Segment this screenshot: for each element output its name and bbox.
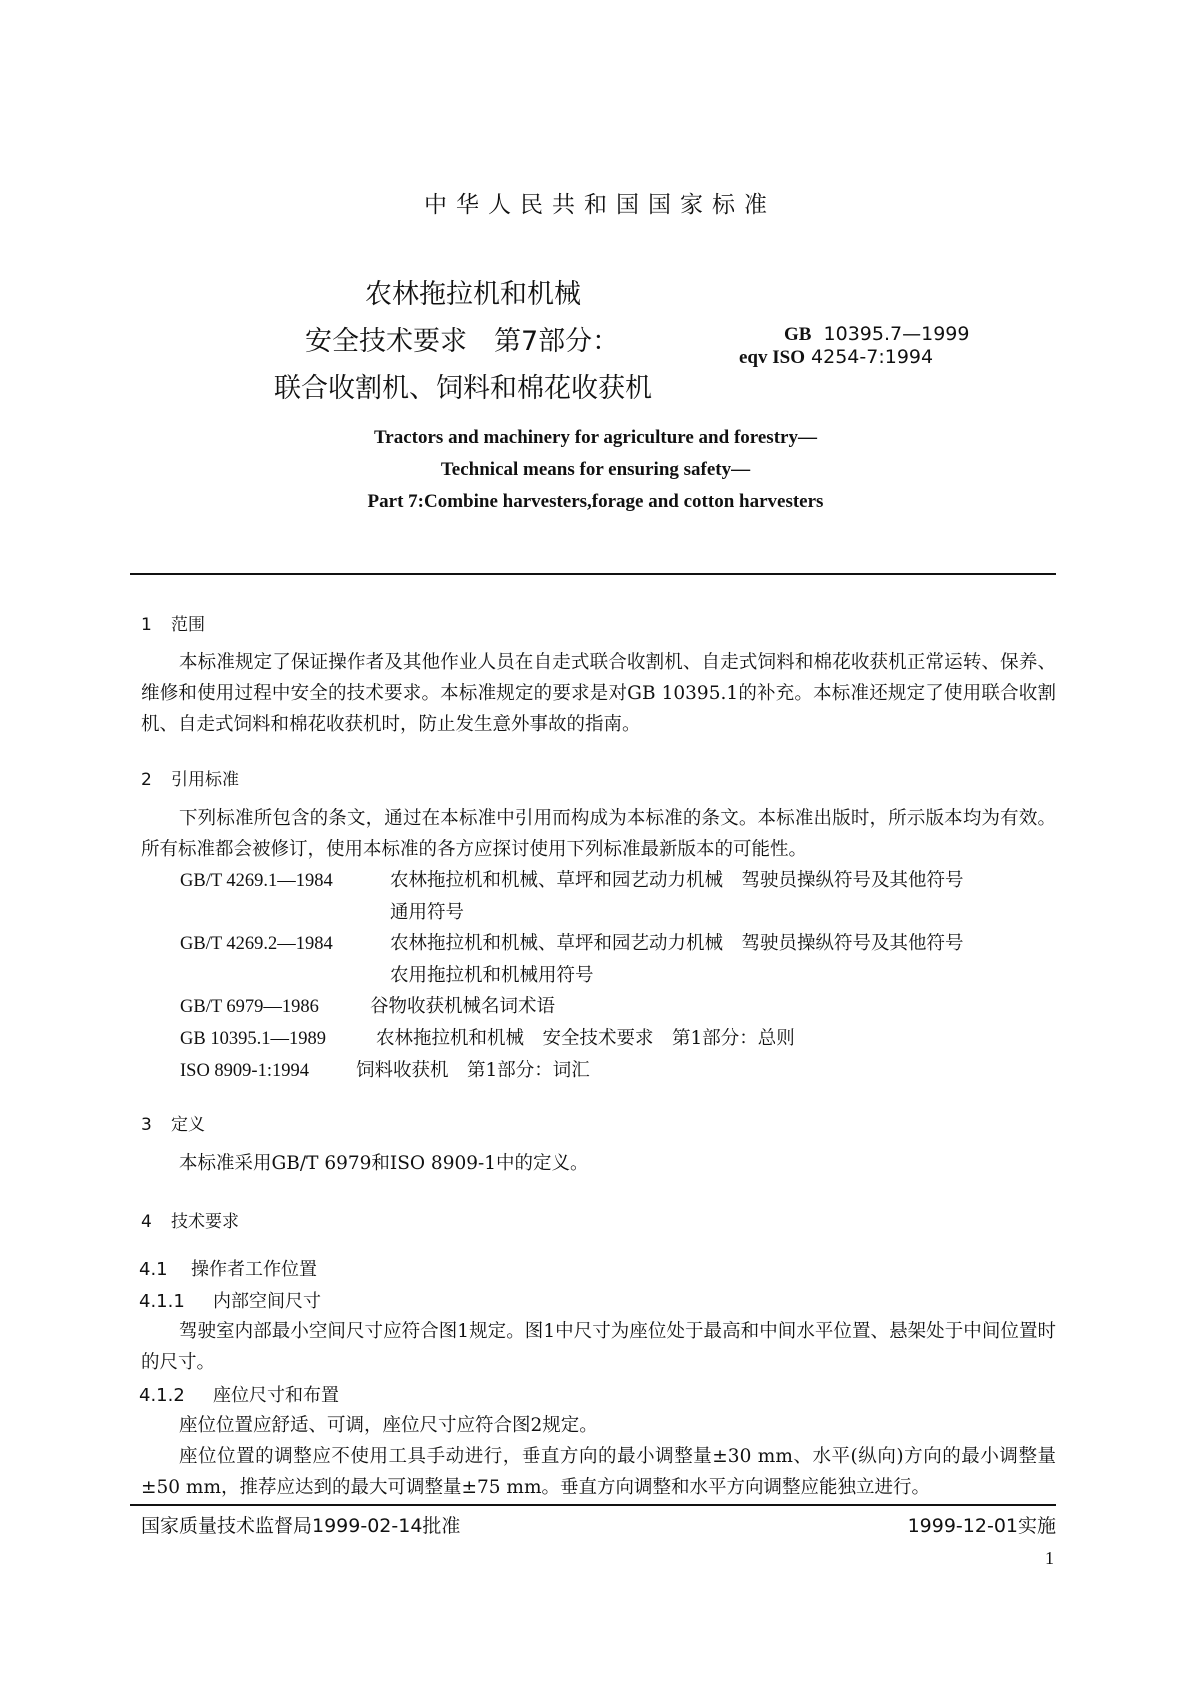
section-number: 4 — [141, 1212, 152, 1232]
header-divider — [130, 573, 1056, 575]
title-en-line-1: Tractors and machinery for agriculture and forestry— — [374, 427, 817, 448]
national-standard-heading: 中华人民共和国国家标准 — [424, 192, 776, 218]
section-title: 座位尺寸和布置 — [213, 1385, 339, 1406]
section-number: 4.1.1 — [139, 1291, 185, 1312]
paragraph: 驾驶室内部最小空间尺寸应符合图1规定。图1中尺寸为座位处于最高和中间水平位置、悬架处于中间位置时的尺寸。 — [141, 1321, 1056, 1373]
reference-item — [180, 928, 1056, 960]
section-1-text — [141, 647, 1056, 740]
section-3-heading — [141, 1110, 205, 1135]
eqv-number: 4254-7:1994 — [811, 346, 934, 368]
section-number: 3 — [141, 1115, 152, 1135]
std-prefix: GB — [784, 324, 812, 345]
title-en-line-2: Technical means for ensuring safety— — [440, 459, 751, 480]
subsection-4-1-2-text — [141, 1410, 1056, 1503]
reference-code: GB 10395.1—1989 — [180, 1029, 326, 1049]
reference-code: ISO 8909-1:1994 — [180, 1061, 309, 1081]
subsection-4-1-1-text — [141, 1316, 1056, 1378]
paragraph: 下列标准所包含的条文，通过在本标准中引用而构成为本标准的条文。本标准出版时，所示版本均为有效。所有标准都会被修订，使用本标准的各方应探讨使用下列标准最新版本的可能性。 — [141, 808, 1056, 860]
title-zh-line-1: 农林拖拉机和机械 — [365, 279, 581, 310]
section-1-heading — [141, 610, 205, 635]
reference-item — [180, 1055, 1056, 1087]
section-title: 定义 — [171, 1115, 205, 1135]
title-en-line-3: Part 7:Combine harvesters,forage and cotton harvesters — [367, 491, 824, 512]
section-title: 内部空间尺寸 — [213, 1291, 321, 1312]
reference-title: 农林拖拉机和机械 安全技术要求 第1部分：总则 — [376, 1028, 795, 1049]
effective-date: 1999-12-01实施 — [907, 1515, 1056, 1537]
reference-code: GB/T 4269.1—1984 — [180, 871, 333, 891]
section-3-text — [141, 1148, 1056, 1179]
paragraph: 本标准规定了保证操作者及其他作业人员在自走式联合收割机、自走式饲料和棉花收获机正常运转、保养、维修和使用过程中安全的技术要求。本标准规定的要求是对GB 10395.1的补充。本标准还规定了使用联合收割机、自走式饲料和棉花收获机时，防止发生意外事故的指南。 — [141, 652, 1056, 735]
paragraph: 座位位置的调整应不使用工具手动进行，垂直方向的最小调整量±30 mm、水平(纵向)方向的最小调整量±50 mm，推荐应达到的最大可调整量±75 mm。垂直方向调整和水平方向调整应能独立进行。 — [141, 1446, 1056, 1498]
section-2-heading — [141, 765, 239, 790]
reference-item — [180, 991, 1056, 1023]
reference-title: 谷物收获机械名词术语 — [370, 996, 556, 1017]
subsection-4-1-1-heading — [139, 1287, 321, 1313]
paragraph: 本标准采用GB/T 6979和ISO 8909-1中的定义。 — [179, 1153, 589, 1174]
paragraph: 座位位置应舒适、可调，座位尺寸应符合图2规定。 — [179, 1415, 598, 1436]
reference-item — [180, 865, 1056, 897]
section-number: 4.1 — [139, 1259, 168, 1280]
section-number: 2 — [141, 770, 152, 790]
section-title: 范围 — [171, 615, 205, 635]
reference-item — [180, 1023, 1056, 1055]
footer-divider — [130, 1504, 1056, 1506]
standard-number-block — [739, 323, 970, 369]
approval-info: 国家质量技术监督局1999-02-14批准 — [141, 1515, 461, 1537]
section-2-text — [141, 803, 1056, 865]
reference-subtitle: 通用符号 — [390, 902, 465, 923]
reference-title: 农林拖拉机和机械、草坪和园艺动力机械 驾驶员操纵符号及其他符号 — [390, 870, 964, 891]
section-number: 4.1.2 — [139, 1385, 185, 1406]
std-number: 10395.7—1999 — [823, 323, 970, 345]
title-zh-line-2: 安全技术要求 第7部分： — [305, 326, 620, 357]
subsection-4-1-2-heading — [139, 1381, 339, 1407]
section-title: 引用标准 — [171, 770, 239, 790]
section-title: 技术要求 — [171, 1212, 239, 1232]
reference-code: GB/T 4269.2—1984 — [180, 934, 333, 954]
page-number: 1 — [1045, 1548, 1054, 1568]
reference-title: 农林拖拉机和机械、草坪和园艺动力机械 驾驶员操纵符号及其他符号 — [390, 933, 964, 954]
subsection-4-1-heading — [139, 1255, 317, 1281]
reference-code: GB/T 6979—1986 — [180, 997, 319, 1017]
section-title: 操作者工作位置 — [191, 1259, 317, 1280]
reference-list — [180, 865, 1056, 1087]
title-zh-line-3: 联合收割机、饲料和棉花收获机 — [274, 373, 652, 404]
reference-title: 饲料收获机 第1部分：词汇 — [356, 1060, 590, 1081]
eqv-prefix: eqv ISO — [739, 347, 805, 368]
section-number: 1 — [141, 615, 152, 635]
reference-subtitle: 农用拖拉机和机械用符号 — [390, 965, 594, 986]
section-4-heading — [141, 1207, 239, 1232]
